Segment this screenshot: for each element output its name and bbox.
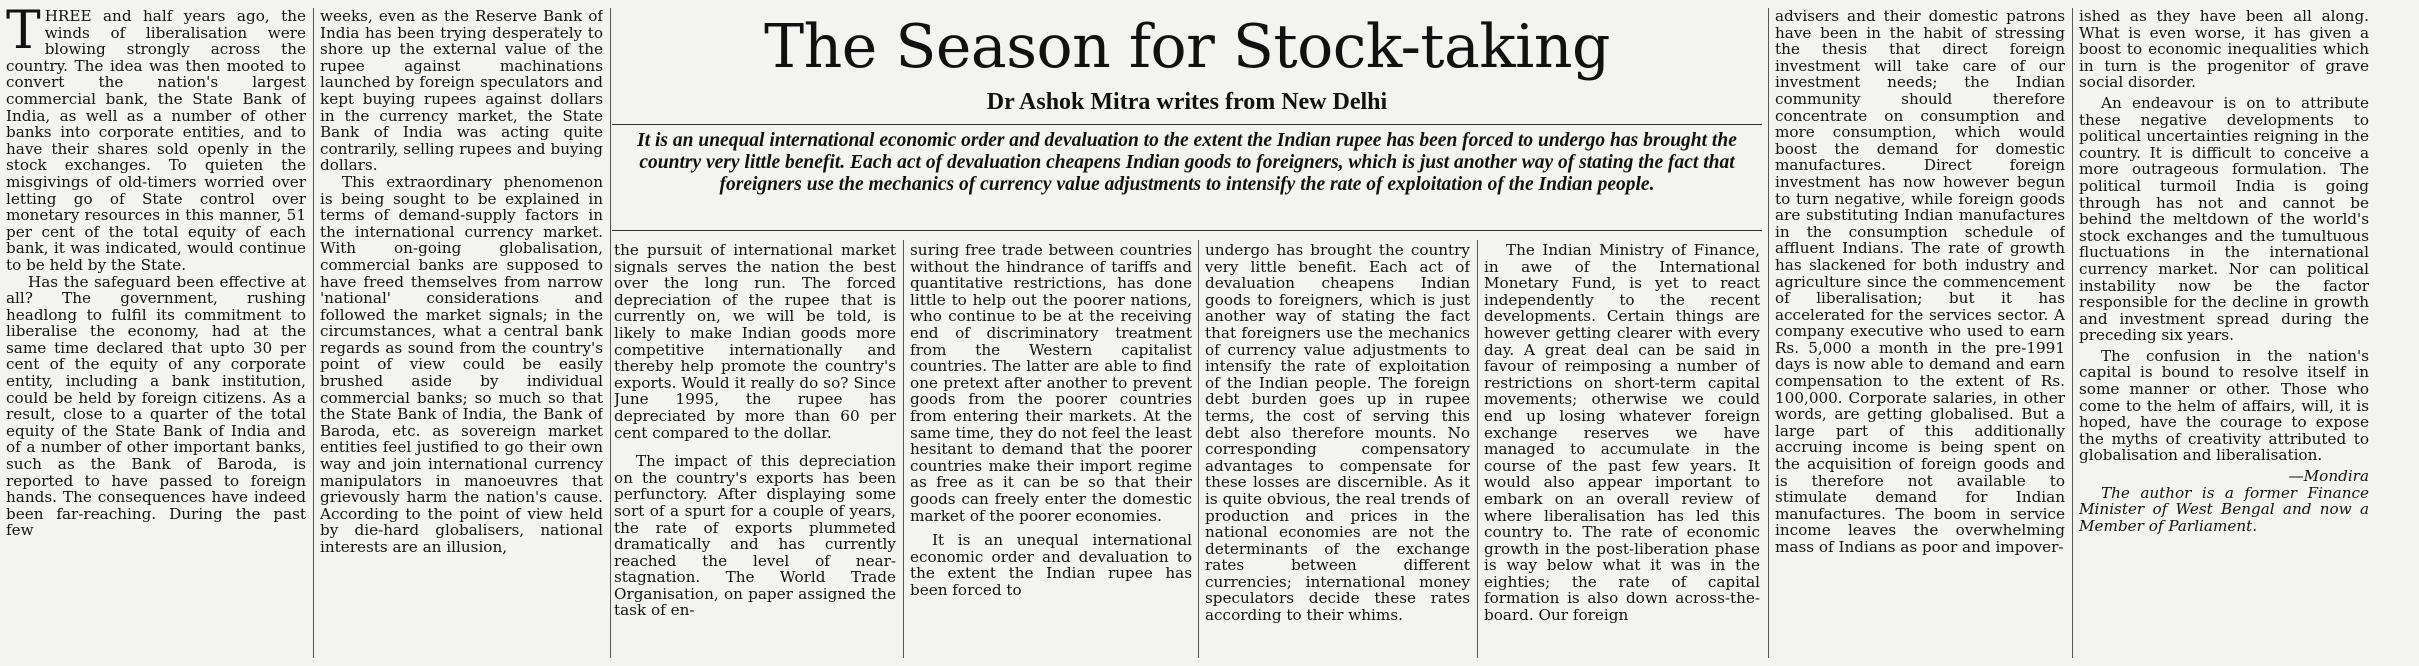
article-column-7 — [1775, 8, 2065, 662]
article-column-1 — [6, 8, 306, 662]
article-column-6 — [1484, 242, 1760, 662]
column-rule — [1477, 240, 1478, 658]
dek-top-rule — [612, 124, 1762, 125]
column-rule — [2072, 8, 2073, 658]
column-rule — [1198, 240, 1199, 658]
article-column-2 — [320, 8, 603, 662]
byline: Dr Ashok Mitra writes from New Delhi — [986, 89, 1388, 115]
article-column-3 — [614, 242, 896, 662]
article-column-8 — [2079, 8, 2369, 662]
article-paragraph: An endeavour is on to attribute these negative developments to political uncertainties reigning in the country. It is difficult to conceive a more outrageous formulation. The political turmoil India is going through has not and cannot be behind the meltdown of the world's stock exchanges and the tumultuous fluctuations in the international currency market. Nor can political instability now be the factor responsible for the decline in growth and investment spread during the preceding six years. — [2079, 93, 2369, 345]
article-paragraph: weeks, even as the Reserve Bank of India has been trying desperately to shore up the external value of the rupee against machinations launched by foreign speculators and kept buying rupees against dollars in the currency market, the State Bank of India was acting quite contrarily, selling rupees and buying dollars. — [320, 8, 603, 175]
article-dek: It is an unequal international economic order and devaluation to the extent the Indian rupee has been forced to undergo has brought the country very little benefit. Each act of devaluation cheapens Indian goods to foreigners, which is just another way of stating the fact that foreigners use the mechanics of currency value adjustments to intensify the rate of exploitation of the Indian people. — [637, 130, 1737, 195]
signature: —Mondira — [2288, 467, 2369, 486]
paragraph-text: HREE and half years ago, the winds of liberalisation were blowing strongly across the country. The idea was then mooted to convert the nation's largest commercial bank, the State Bank of India, as well as a number of other banks into corporate entities, and to have their shares sold openly in the stock exchanges. To quieten the misgivings of old-timers worried over letting go of State control over monetary resources in this manner, 51 per cent of the total equity of each bank, it was indicated, would continue to be held by the State. — [6, 8, 306, 274]
column-rule — [1768, 8, 1769, 658]
article-column-4 — [910, 242, 1192, 662]
article-paragraph: advisers and their domestic patrons have been in the habit of stressing the thesis that direct foreign investment will take care of our investment needs; the Indian community should therefore concentrate on consumption and more consumption, which would boost the demand for domestic manufactures. Direct foreign investment has now however begun to turn negative, while foreign goods are substituting Indian manufactures in the consumption schedule of affluent Indians. The rate of growth has slackened for both industry and agriculture since the commencement of liberalisation; but it has accelerated for the services sector. A company executive who used to earn Rs. 5,000 a month in the pre-1991 days is now able to demand and earn compensation to the extent of Rs. 100,000. Corporate salaries, in other words, are getting globalised. But a large part of this additionally accruing income is being spent on the acquisition of foreign goods and is therefore not available to stimulate demand for Indian manufactures. The boom in service income leaves the overwhelming mass of Indians as poor and impover- — [1775, 8, 2065, 556]
column-rule — [313, 8, 314, 658]
article-paragraph: The Indian Ministry of Finance, in awe of the International Monetary Fund, is yet to react independently to the recent developments. Certain things are however getting clearer with every day. A great deal can be said in favour of reimposing a number of restrictions on short-term capital movements; otherwise we could end up losing whatever foreign exchange reserves we have managed to accumulate in the course of the past few years. It would also appear important to embark on an overall review of where liberalisation has led this country to. The rate of economic growth in the post-liberation phase is way below what it was in the eighties; the rate of capital formation is also down across-the-board. Our foreign — [1484, 242, 1760, 625]
author-note: The author is a former Finance Minister of West Bengal and now a Member of Parliament. — [2079, 483, 2369, 535]
article-column-5 — [1205, 242, 1470, 662]
article-paragraph — [6, 8, 306, 274]
article-paragraph: undergo has brought the country very little benefit. Each act of devaluation cheapens Indian goods to foreigners, which is just another way of stating the fact that foreigners use the mechanics of currency value adjustments to intensify the rate of exploitation of the Indian people. The foreign debt burden goes up in rupee terms, the cost of serving this debt also therefore mounts. No corresponding compensatory advantages to compensate for these losses are discernible. As it is quite obvious, the real trends of production and prices in the national economies are not the determinants of the exchange rates between different currencies; international money speculators decide these rates according to their whims. — [1205, 242, 1470, 625]
article-paragraph: The confusion in the nation's capital is bound to resolve itself in some manner or other. Those who come to the helm of affairs, will, it is hoped, have the courage to expose the myths of creativity attributed to globalisation and liberalisation. — [2079, 346, 2369, 465]
article-paragraph: It is an unequal international economic order and devaluation to the extent the Indian rupee has been forced to — [910, 531, 1192, 599]
drop-cap: T — [6, 8, 41, 61]
column-rule — [610, 8, 611, 658]
column-rule — [903, 240, 904, 658]
dek-bottom-rule — [612, 230, 1762, 231]
article-paragraph: Has the safeguard been effective at all? The government, rushing headlong to fulfil its commitment to liberalise the economy, had at the same time declared that upto 30 per cent of the equity of any corporate entity, including a bank institution, could be held by foreign citizens. As a result, close to a quarter of the total equity of the State Bank of India and of a number of other important banks, such as the Bank of Baroda, is reported to have passed to foreign hands. The consequences have indeed been far-reaching. During the past few — [6, 272, 306, 540]
article-paragraph: suring free trade between countries without the hindrance of tariffs and quantitative restrictions, has done little to help out the poorer nations, who continue to be at the receiving end of discriminatory treatment from the Western capitalist countries. The latter are able to find one pretext after another to prevent goods from the poorer countries from entering their markets. At the same time, they do not feel the least hesitant to demand that the poorer countries make their import regime as free as it can be so that their goods can freely enter the domestic market of the poorer economies. — [910, 242, 1192, 525]
headline: The Season for Stock-taking — [764, 12, 1610, 82]
article-paragraph: The impact of this depreciation on the country's exports has been perfunctory. After displaying some sort of a spurt for a couple of years, the rate of exports plummeted dramatically and has currently reached the level of near-stagnation. The World Trade Organisation, on paper assigned the task of en- — [614, 452, 896, 620]
article-paragraph: the pursuit of international market signals serves the nation the best over the long run. The forced depreciation of the rupee that is currently on, we will be told, is likely to make Indian goods more competitive internationally and thereby help promote the country's exports. Would it really do so? Since June 1995, the rupee has depreciated by more than 60 per cent compared to the dollar. — [614, 242, 896, 442]
article-paragraph: This extraordinary phenomenon is being sought to be explained in terms of demand-supply factors in the international currency market. With on-going globalisation, commercial banks are supposed to have freed themselves from narrow 'national' considerations and followed the market signals; in the circumstances, what a central bank regards as sound from the country's point of view could be easily brushed aside by individual commercial banks; so much so that the State Bank of India, the Bank of Baroda, etc. as sovereign market entities feel justified to go their own way and join international currency manipulators in manoeuvres that grievously harm the nation's cause. According to the point of view held by die-hard globalisers, national interests are an illusion, — [320, 172, 603, 556]
article-paragraph: ished as they have been all along. What is even worse, it has given a boost to economic inequalities which in turn is the progenitor of grave social disorder. — [2079, 8, 2369, 92]
